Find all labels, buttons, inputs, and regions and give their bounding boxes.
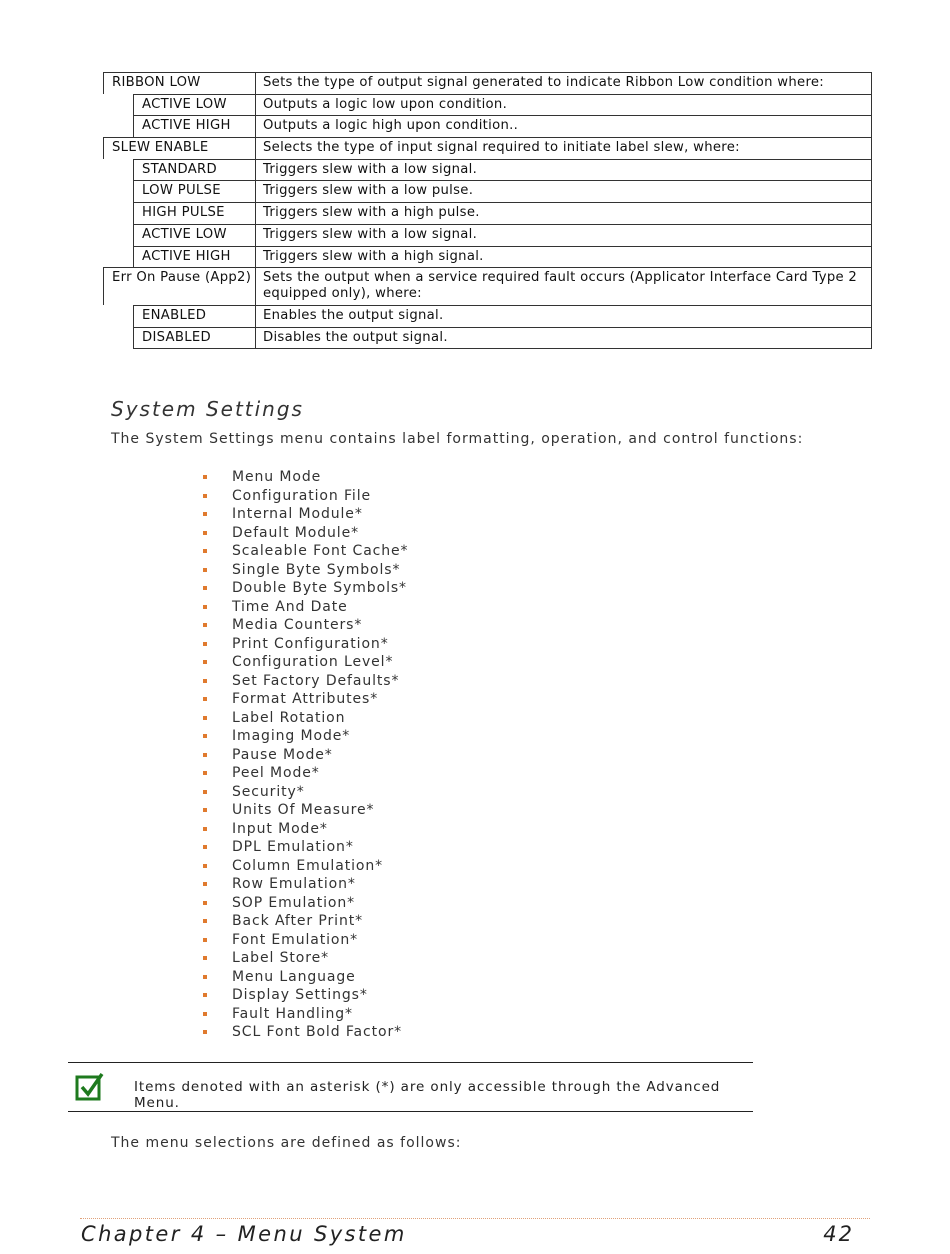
list-item-label: Row Emulation* <box>232 876 356 893</box>
list-item <box>203 1023 408 1042</box>
bullet-icon <box>203 734 207 738</box>
bullet-icon <box>203 605 207 609</box>
table-row <box>103 72 872 94</box>
bullet-icon <box>203 642 207 646</box>
list-item <box>203 653 408 672</box>
settings-table <box>103 72 872 349</box>
option-description: Triggers slew with a high signal. <box>255 246 872 268</box>
menu-items-list <box>203 468 408 1042</box>
footer-divider <box>80 1218 870 1219</box>
bullet-icon <box>203 623 207 627</box>
bullet-icon <box>203 827 207 831</box>
bullet-icon <box>203 864 207 868</box>
bullet-icon <box>203 1012 207 1016</box>
list-item-label: Peel Mode* <box>232 765 320 782</box>
list-item-label: Security* <box>232 783 305 800</box>
closing-text: The menu selections are defined as follows: <box>111 1135 462 1151</box>
list-item-label: Units Of Measure* <box>232 802 375 819</box>
table-row <box>103 246 872 268</box>
list-item-label: Pause Mode* <box>232 746 333 763</box>
option-description: Selects the type of input signal required to initiate label slew, where: <box>255 137 872 159</box>
list-item-label: Font Emulation* <box>232 931 359 948</box>
section-intro: The System Settings menu contains label formatting, operation, and control functions: <box>111 431 804 447</box>
list-item-label: Back After Print* <box>232 913 364 930</box>
list-item-label: Format Attributes* <box>232 691 379 708</box>
list-item <box>203 672 408 691</box>
list-item-label: Double Byte Symbols* <box>232 580 407 597</box>
list-item <box>203 875 408 894</box>
bullet-icon <box>203 679 207 683</box>
bullet-icon <box>203 808 207 812</box>
bullet-icon <box>203 568 207 572</box>
option-description: Enables the output signal. <box>255 305 872 327</box>
option-name: SLEW ENABLE <box>103 137 255 159</box>
section-title: System Settings <box>111 397 304 421</box>
bullet-icon <box>203 993 207 997</box>
bullet-icon <box>203 956 207 960</box>
bullet-icon <box>203 753 207 757</box>
list-item <box>203 616 408 635</box>
option-description: Triggers slew with a low signal. <box>255 224 872 246</box>
bullet-icon <box>203 512 207 516</box>
list-item <box>203 801 408 820</box>
table-row <box>103 267 872 305</box>
list-item <box>203 542 408 561</box>
list-item <box>203 746 408 765</box>
bullet-icon <box>203 586 207 590</box>
list-item <box>203 635 408 654</box>
table-row <box>103 305 872 327</box>
list-item <box>203 764 408 783</box>
bullet-icon <box>203 475 207 479</box>
footer-chapter: Chapter 4 – Menu System <box>81 1222 407 1246</box>
option-name: DISABLED <box>133 327 255 349</box>
bullet-icon <box>203 882 207 886</box>
bullet-icon <box>203 919 207 923</box>
list-item <box>203 524 408 543</box>
table-row <box>103 202 872 224</box>
list-item <box>203 561 408 580</box>
option-description: Disables the output signal. <box>255 327 872 349</box>
list-item-label: Label Rotation <box>232 709 346 726</box>
bullet-icon <box>203 531 207 535</box>
list-item-label: SOP Emulation* <box>232 894 356 911</box>
list-item-label: Column Emulation* <box>232 857 384 874</box>
list-item-label: Display Settings* <box>232 987 368 1004</box>
option-name: Err On Pause (App2) <box>103 267 255 305</box>
list-item <box>203 1005 408 1024</box>
list-item-label: SCL Font Bold Factor* <box>232 1024 402 1041</box>
checkmark-icon <box>75 1071 105 1101</box>
list-item-label: Configuration File <box>232 487 372 504</box>
list-item-label: Print Configuration* <box>232 635 389 652</box>
bullet-icon <box>203 771 207 775</box>
option-name: ACTIVE HIGH <box>133 246 255 268</box>
list-item-label: Internal Module* <box>232 506 363 523</box>
list-item <box>203 598 408 617</box>
list-item <box>203 505 408 524</box>
table-row <box>103 137 872 159</box>
list-item-label: Media Counters* <box>232 617 363 634</box>
bullet-icon <box>203 901 207 905</box>
option-description: Outputs a logic high upon condition.. <box>255 115 872 137</box>
list-item-label: Label Store* <box>232 950 330 967</box>
option-description: Triggers slew with a low signal. <box>255 159 872 181</box>
list-item-label: Input Mode* <box>232 820 328 837</box>
page-number: 42 <box>823 1222 854 1246</box>
note-text: Items denoted with an asterisk (*) are only accessible through the Advanced Menu. <box>134 1079 721 1111</box>
list-item-label: Set Factory Defaults* <box>232 672 400 689</box>
bullet-icon <box>203 549 207 553</box>
bullet-icon <box>203 790 207 794</box>
list-item <box>203 690 408 709</box>
list-item <box>203 894 408 913</box>
list-item-label: DPL Emulation* <box>232 839 354 856</box>
bullet-icon <box>203 697 207 701</box>
bullet-icon <box>203 845 207 849</box>
list-item-label: Menu Language <box>232 968 356 985</box>
list-item <box>203 783 408 802</box>
option-name: ACTIVE HIGH <box>133 115 255 137</box>
list-item <box>203 468 408 487</box>
bullet-icon <box>203 1030 207 1034</box>
option-description: Outputs a logic low upon condition. <box>255 94 872 116</box>
bullet-icon <box>203 660 207 664</box>
list-item <box>203 986 408 1005</box>
table-row <box>103 94 872 116</box>
table-row <box>103 224 872 246</box>
list-item-label: Imaging Mode* <box>232 728 351 745</box>
bullet-icon <box>203 938 207 942</box>
list-item <box>203 820 408 839</box>
bullet-icon <box>203 716 207 720</box>
list-item-label: Menu Mode <box>232 469 322 486</box>
list-item <box>203 968 408 987</box>
list-item <box>203 727 408 746</box>
option-name: ENABLED <box>133 305 255 327</box>
list-item-label: Default Module* <box>232 524 360 541</box>
list-item <box>203 912 408 931</box>
option-name: ACTIVE LOW <box>133 94 255 116</box>
table-row <box>103 159 872 181</box>
list-item-label: Time And Date <box>232 598 348 615</box>
list-item <box>203 931 408 950</box>
bullet-icon <box>203 975 207 979</box>
option-name: LOW PULSE <box>133 180 255 202</box>
list-item <box>203 487 408 506</box>
bullet-icon <box>203 494 207 498</box>
option-description: Sets the output when a service required fault occurs (Applicator Interface Card Type 2 equipped only), where: <box>255 267 872 305</box>
option-name: RIBBON LOW <box>103 72 255 94</box>
list-item-label: Single Byte Symbols* <box>232 561 401 578</box>
option-name: ACTIVE LOW <box>133 224 255 246</box>
list-item-label: Configuration Level* <box>232 654 394 671</box>
table-row <box>103 115 872 137</box>
option-description: Triggers slew with a high pulse. <box>255 202 872 224</box>
table-row <box>103 180 872 202</box>
list-item <box>203 949 408 968</box>
list-item <box>203 857 408 876</box>
table-row <box>103 327 872 349</box>
option-name: STANDARD <box>133 159 255 181</box>
list-item <box>203 709 408 728</box>
option-name: HIGH PULSE <box>133 202 255 224</box>
list-item-label: Scaleable Font Cache* <box>232 543 409 560</box>
list-item <box>203 838 408 857</box>
list-item <box>203 579 408 598</box>
note-box <box>68 1062 753 1112</box>
list-item-label: Fault Handling* <box>232 1005 353 1022</box>
option-description: Triggers slew with a low pulse. <box>255 180 872 202</box>
option-description: Sets the type of output signal generated to indicate Ribbon Low condition where: <box>255 72 872 94</box>
